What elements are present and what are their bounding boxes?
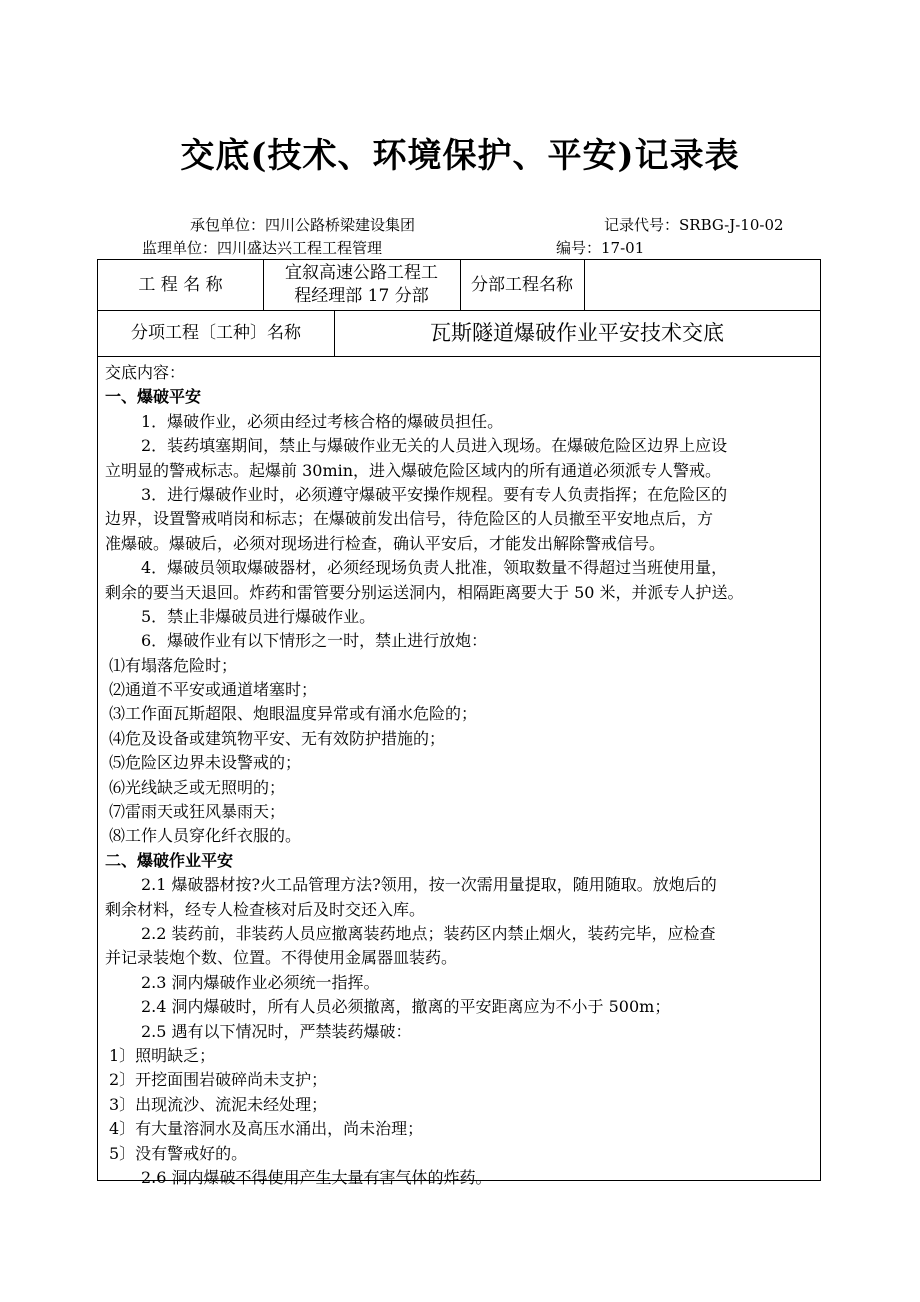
paragraph-line: 3．进行爆破作业时，必须遵守爆破平安操作规程。要有专人负责指挥；在危险区的 bbox=[141, 484, 728, 504]
paragraph-line: 6．爆破作业有以下情形之一时，禁止进行放炮： bbox=[141, 631, 488, 651]
paragraph-line: 并记录装炮个数、位置。不得使用金属器皿装药。 bbox=[105, 948, 458, 968]
list-item: ⑻工作人员穿化纤衣服的。 bbox=[109, 826, 302, 846]
paragraph-line: 2．装药填塞期间，禁止与爆破作业无关的人员进入现场。在爆破危险区边界上应设 bbox=[141, 436, 728, 456]
list-item: 5〕没有警戒好的。 bbox=[109, 1143, 248, 1163]
page-title: 交底(技术、环境保护、平安)记录表 bbox=[180, 136, 740, 176]
project-name-line1: 宜叙高速公路工程工 bbox=[285, 263, 438, 283]
paragraph-line: 2.6 洞内爆破不得使用产生大量有害气体的炸药。 bbox=[141, 1167, 492, 1187]
list-item: 1〕照明缺乏； bbox=[109, 1045, 216, 1065]
paragraph-line: 5．禁止非爆破员进行爆破作业。 bbox=[141, 606, 376, 626]
paragraph-line: 2.3 洞内爆破作业必须统一指挥。 bbox=[141, 972, 380, 992]
paragraph-line: 2.1 爆破器材按?火工品管理方法?领用，按一次需用量提取，随用随取。放炮后的 bbox=[141, 875, 717, 895]
content-intro: 交底内容： bbox=[105, 363, 186, 382]
paragraph-line: 准爆破。爆破后，必须对现场进行检查，确认平安后，才能发出解除警戒信号。 bbox=[105, 533, 666, 553]
subitem-label: 分项工程〔工种〕名称 bbox=[131, 322, 301, 343]
list-item: ⑴有塌落危险时； bbox=[109, 655, 238, 675]
subitem-value: 瓦斯隧道爆破作业平安技术交底 bbox=[430, 320, 724, 345]
list-item: ⑶工作面瓦斯超限、炮眼温度异常或有涌水危险的； bbox=[109, 704, 478, 724]
list-item: ⑵通道不平安或通道堵塞时； bbox=[109, 680, 318, 700]
paragraph-line: 立明显的警戒标志。起爆前 30min，进入爆破危险区域内的所有通道必须派专人警戒。 bbox=[105, 460, 722, 480]
list-item: ⑷危及设备或建筑物平安、无有效防护措施的； bbox=[109, 728, 446, 748]
list-item: ⑺雷雨天或狂风暴雨天； bbox=[109, 802, 286, 822]
paragraph-line: 剩余的要当天退回。炸药和雷管要分别运送洞内，相隔距离要大于 50 米，并派专人护送。 bbox=[105, 582, 744, 602]
paragraph-line: 边界，设置警戒哨岗和标志；在爆破前发出信号，待危险区的人员撤至平安地点后，方 bbox=[105, 509, 714, 529]
serial-number: 编号：17-01 bbox=[556, 239, 645, 257]
project-name-label: 工 程 名 称 bbox=[138, 274, 223, 295]
paragraph-line: 4．爆破员领取爆破器材，必须经现场负责人批准，领取数量不得超过当班使用量， bbox=[141, 558, 728, 578]
division-label: 分部工程名称 bbox=[471, 274, 573, 295]
paragraph-line: 2.2 装药前，非装药人员应撤离装药地点；装药区内禁止烟火，装药完毕，应检查 bbox=[141, 923, 716, 943]
table-divider bbox=[98, 356, 820, 357]
project-name-line2: 程经理部 17 分部 bbox=[294, 286, 429, 306]
list-item: 4〕有大量溶洞水及高压水涌出，尚未治理； bbox=[109, 1119, 424, 1139]
project-name-value bbox=[263, 260, 460, 310]
paragraph-line: 2.4 洞内爆破时，所有人员必须撤离，撤离的平安距离应为不小于 500m； bbox=[141, 997, 671, 1017]
list-item: 3〕出现流沙、流泥未经处理； bbox=[109, 1094, 328, 1114]
paragraph-line: 2.5 遇有以下情况时，严禁装药爆破： bbox=[141, 1021, 412, 1041]
list-item: ⑸危险区边界未设警戒的； bbox=[109, 753, 302, 773]
contractor-label: 承包单位：四川公路桥梁建设集团 bbox=[190, 216, 416, 234]
briefing-content bbox=[105, 361, 815, 1190]
list-item: ⑹光线缺乏或无照明的； bbox=[109, 777, 286, 797]
supervisor-label: 监理单位：四川盛达兴工程工程管理 bbox=[142, 239, 383, 257]
list-item: 2〕开挖面围岩破碎尚未支护； bbox=[109, 1070, 328, 1090]
paragraph-line: 剩余材料，经专人检查核对后及时交还入库。 bbox=[105, 899, 426, 919]
section-heading: 二、爆破作业平安 bbox=[105, 850, 234, 870]
record-code: 记录代号：SRBG-J-10-02 bbox=[604, 216, 784, 234]
section-heading: 一、爆破平安 bbox=[105, 387, 202, 407]
paragraph-line: 1．爆破作业，必须由经过考核合格的爆破员担任。 bbox=[141, 411, 504, 431]
division-value bbox=[584, 260, 820, 310]
